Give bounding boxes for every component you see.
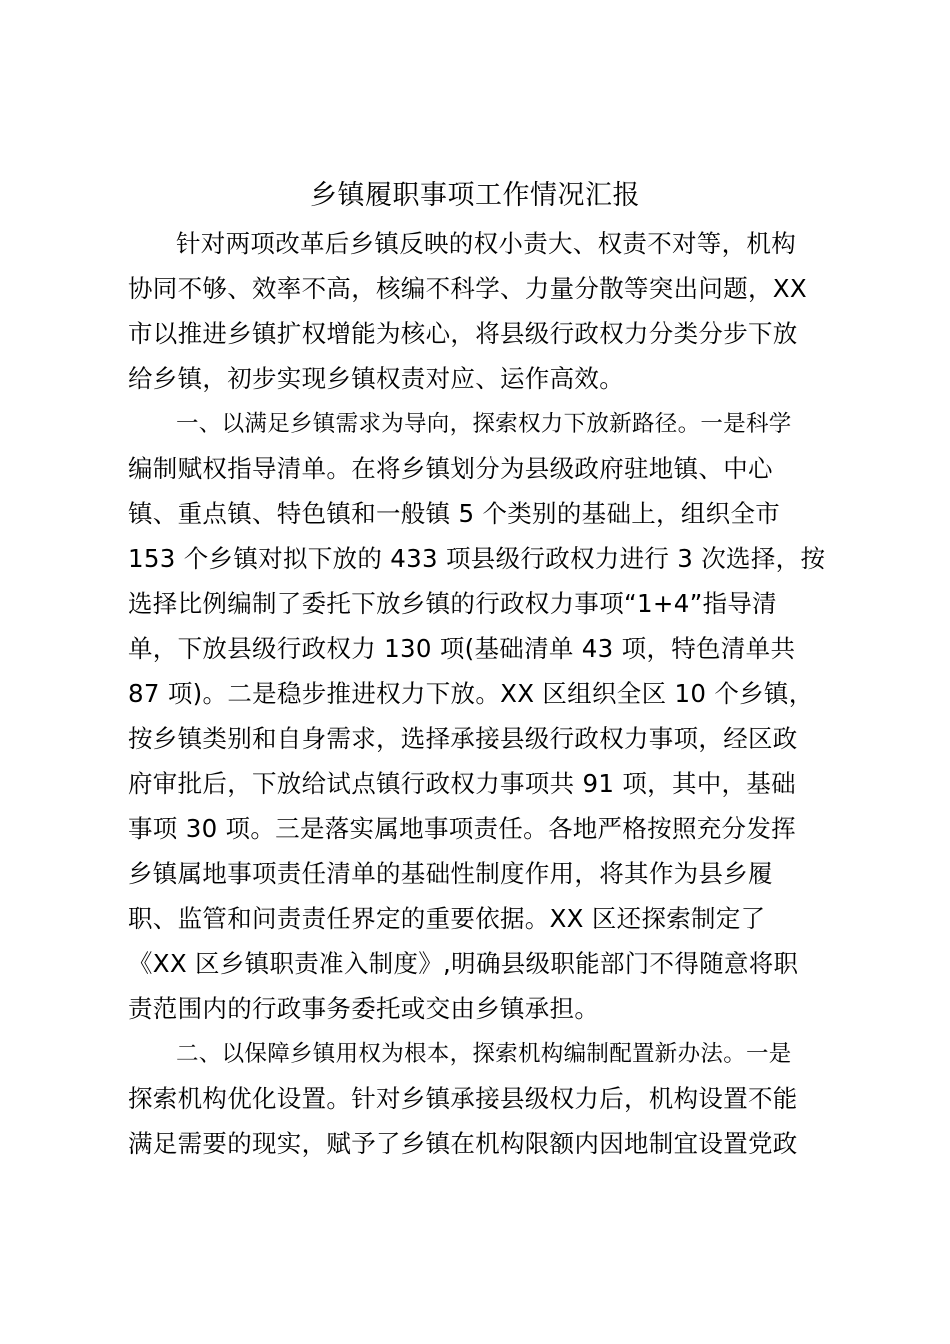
paragraph-line: 协同不够、效率不高，核编不科学、力量分散等突出问题，XX — [128, 274, 807, 303]
paragraph-line: 编制赋权指导清单。在将乡镇划分为县级政府驻地镇、中心 — [128, 454, 773, 483]
paragraph-line: 满足需要的现实，赋予了乡镇在机构限额内因地制宜设置党政 — [128, 1129, 798, 1158]
paragraph-line: 责范围内的行政事务委托或交由乡镇承担。 — [128, 994, 600, 1023]
paragraph-line: 府审批后，下放给试点镇行政权力事项共 91 项，其中，基础 — [128, 769, 796, 798]
paragraph-line: 选择比例编制了委托下放乡镇的行政权力事项“1+4”指导清 — [128, 589, 777, 618]
paragraph-line: 乡镇属地事项责任清单的基础性制度作用，将其作为县乡履 — [128, 859, 773, 888]
paragraph-line: 针对两项改革后乡镇反映的权小责大、权责不对等，机构 — [176, 229, 796, 258]
paragraph-line: 给乡镇，初步实现乡镇权责对应、运作高效。 — [128, 364, 624, 393]
paragraph-line: 单，下放县级行政权力 130 项(基础清单 43 项，特色清单共 — [128, 634, 796, 663]
document-title: 乡镇履职事项工作情况汇报 — [310, 180, 640, 211]
paragraph-line: 职、监管和问责责任界定的重要依据。XX 区还探索制定了 — [128, 904, 766, 933]
paragraph-line: 市以推进乡镇扩权增能为核心，将县级行政权力分类分步下放 — [128, 319, 798, 348]
paragraph-line: 一、以满足乡镇需求为导向，探索权力下放新路径。一是科学 — [176, 411, 792, 437]
paragraph-line: 探索机构优化设置。针对乡镇承接县级权力后，机构设置不能 — [128, 1084, 798, 1113]
paragraph-line: 按乡镇类别和自身需求，选择承接县级行政权力事项，经区政 — [128, 724, 798, 753]
paragraph-line: 镇、重点镇、特色镇和一般镇 5 个类别的基础上，组织全市 — [128, 499, 781, 528]
paragraph-line: 事项 30 项。三是落实属地事项责任。各地严格按照充分发挥 — [128, 814, 796, 843]
paragraph-line: 153 个乡镇对拟下放的 433 项县级行政权力进行 3 次选择，按 — [128, 544, 826, 573]
paragraph-line: 87 项)。二是稳步推进权力下放。XX 区组织全区 10 个乡镇， — [128, 679, 814, 708]
paragraph-line: 二、以保障乡镇用权为根本，探索机构编制配置新办法。一是 — [176, 1041, 792, 1067]
paragraph-line: 《XX 区乡镇职责准入制度》,明确县级职能部门不得随意将职 — [128, 949, 799, 978]
